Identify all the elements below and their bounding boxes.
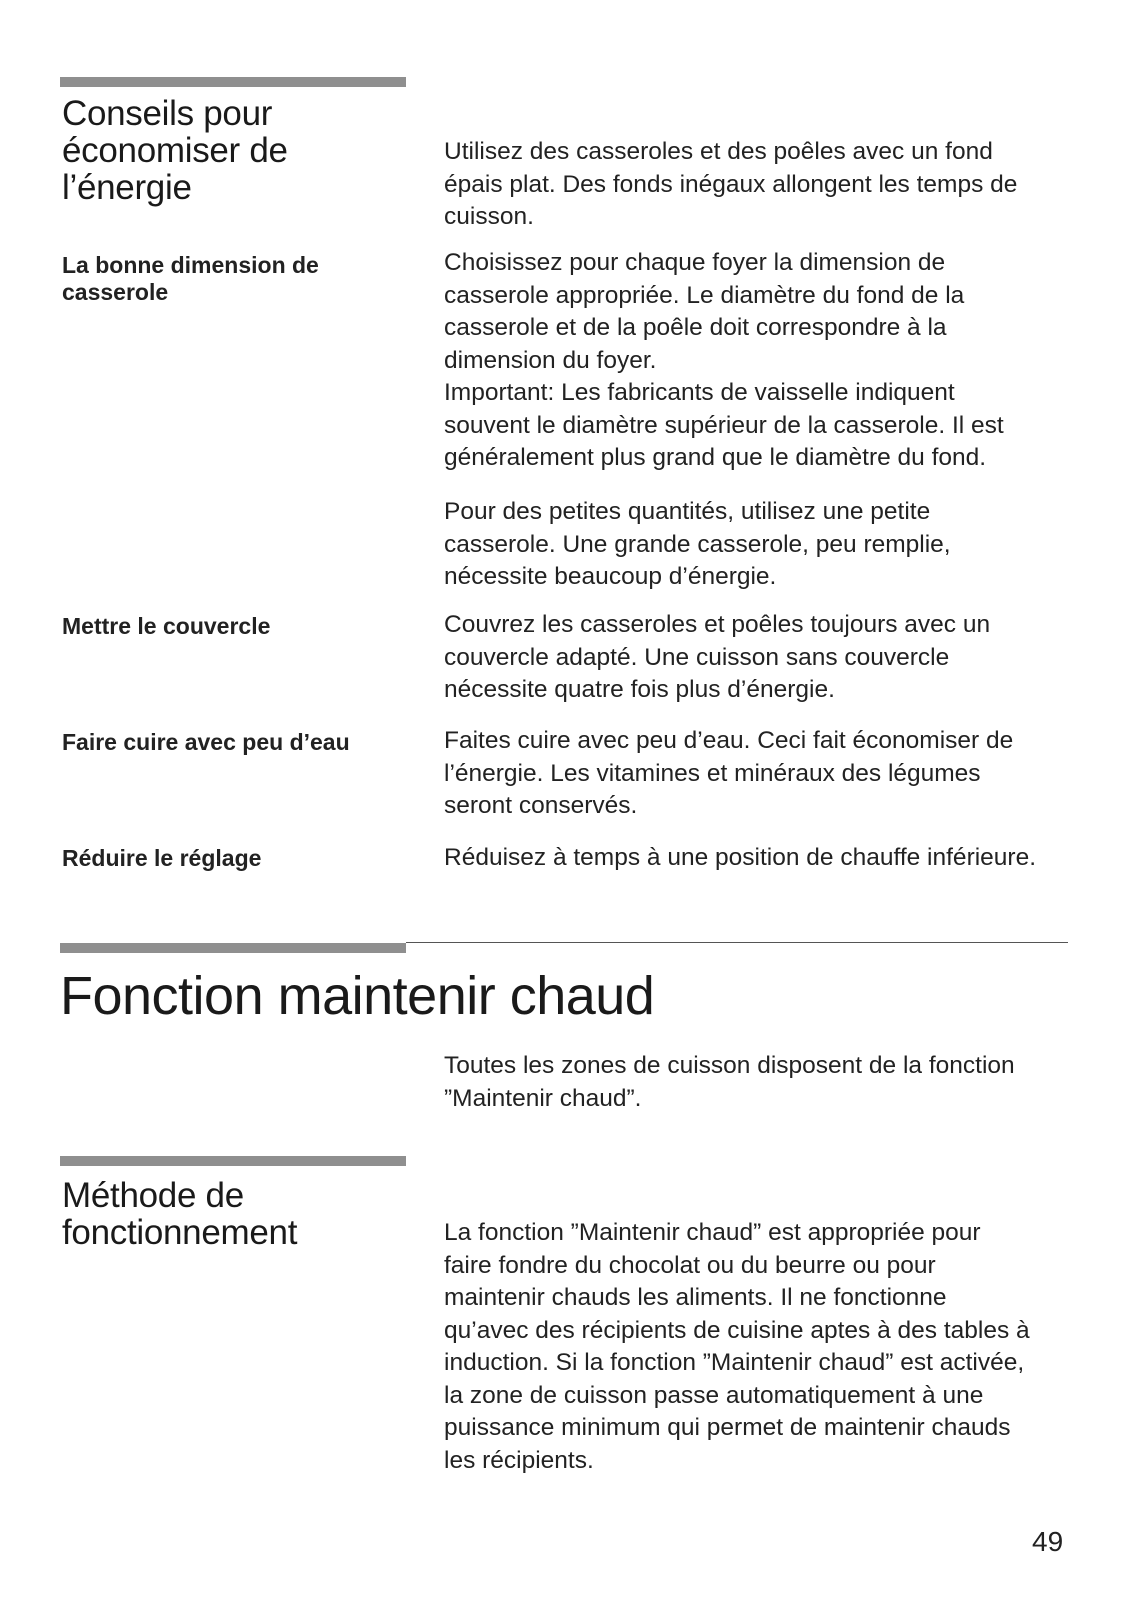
energy-intro-text: Utilisez des casseroles et des poêles avec un fond épais plat. Des fonds inégaux allongent les temps de cuisson. — [444, 138, 1018, 230]
operation-text: La fonction ”Maintenir chaud” est appropriée pour faire fondre du chocolat ou du beurre ou pour maintenir chauds les aliments. Il ne fonctionne qu’avec des récipients de cuisine aptes à des tables à induction. Si la fonction ”Maintenir chaud” est activée, la zone de cuisson passe automatiquement à une puissance minimum qui permet de maintenir chauds les récipients. — [444, 1219, 1030, 1474]
section-bar — [60, 1156, 406, 1166]
page-number: 49 — [1032, 1526, 1064, 1557]
section-title-operation: Méthode de fonctionnement — [62, 1176, 298, 1252]
chapter-title: Fonction maintenir chaud — [60, 966, 655, 1026]
reduce-setting-text: Réduisez à temps à une position de chauffe inférieure. — [444, 844, 1037, 871]
subheading-lid: Mettre le couvercle — [62, 613, 271, 639]
section-rule — [406, 942, 1068, 943]
lid-text: Couvrez les casseroles et poêles toujours avec un couvercle adapté. Une cuisson sans couvercle nécessite quatre fois plus d’énergie. — [444, 611, 991, 703]
keep-warm-intro-text: Toutes les zones de cuisson disposent de la fonction ”Maintenir chaud”. — [444, 1052, 1015, 1112]
little-water-text: Faites cuire avec peu d’eau. Ceci fait économiser de l’énergie. Les vitamines et minéraux des légumes seront conservés. — [444, 727, 1014, 819]
subheading-pan-size: La bonne dimension de casserole — [62, 252, 319, 305]
subheading-little-water: Faire cuire avec peu d’eau — [62, 729, 350, 755]
section-bar — [60, 943, 406, 953]
subheading-reduce-setting: Réduire le réglage — [62, 845, 262, 871]
pan-size-text-2: Pour des petites quantités, utilisez une petite casserole. Une grande casserole, peu remplie, nécessite beaucoup d’énergie. — [444, 498, 951, 590]
section-bar — [60, 77, 406, 87]
section-title-energy: Conseils pour économiser de l’énergie — [62, 94, 288, 207]
pan-size-text: Choisissez pour chaque foyer la dimension de casserole appropriée. Le diamètre du fond de la casserole et de la poêle doit correspondre à la dimension du foyer. Important: Les fabricants de vaisselle indiquent souvent le diamètre supérieur de la casserole. Il est généralement plus grand que le diamètre du fond. — [444, 249, 1004, 471]
